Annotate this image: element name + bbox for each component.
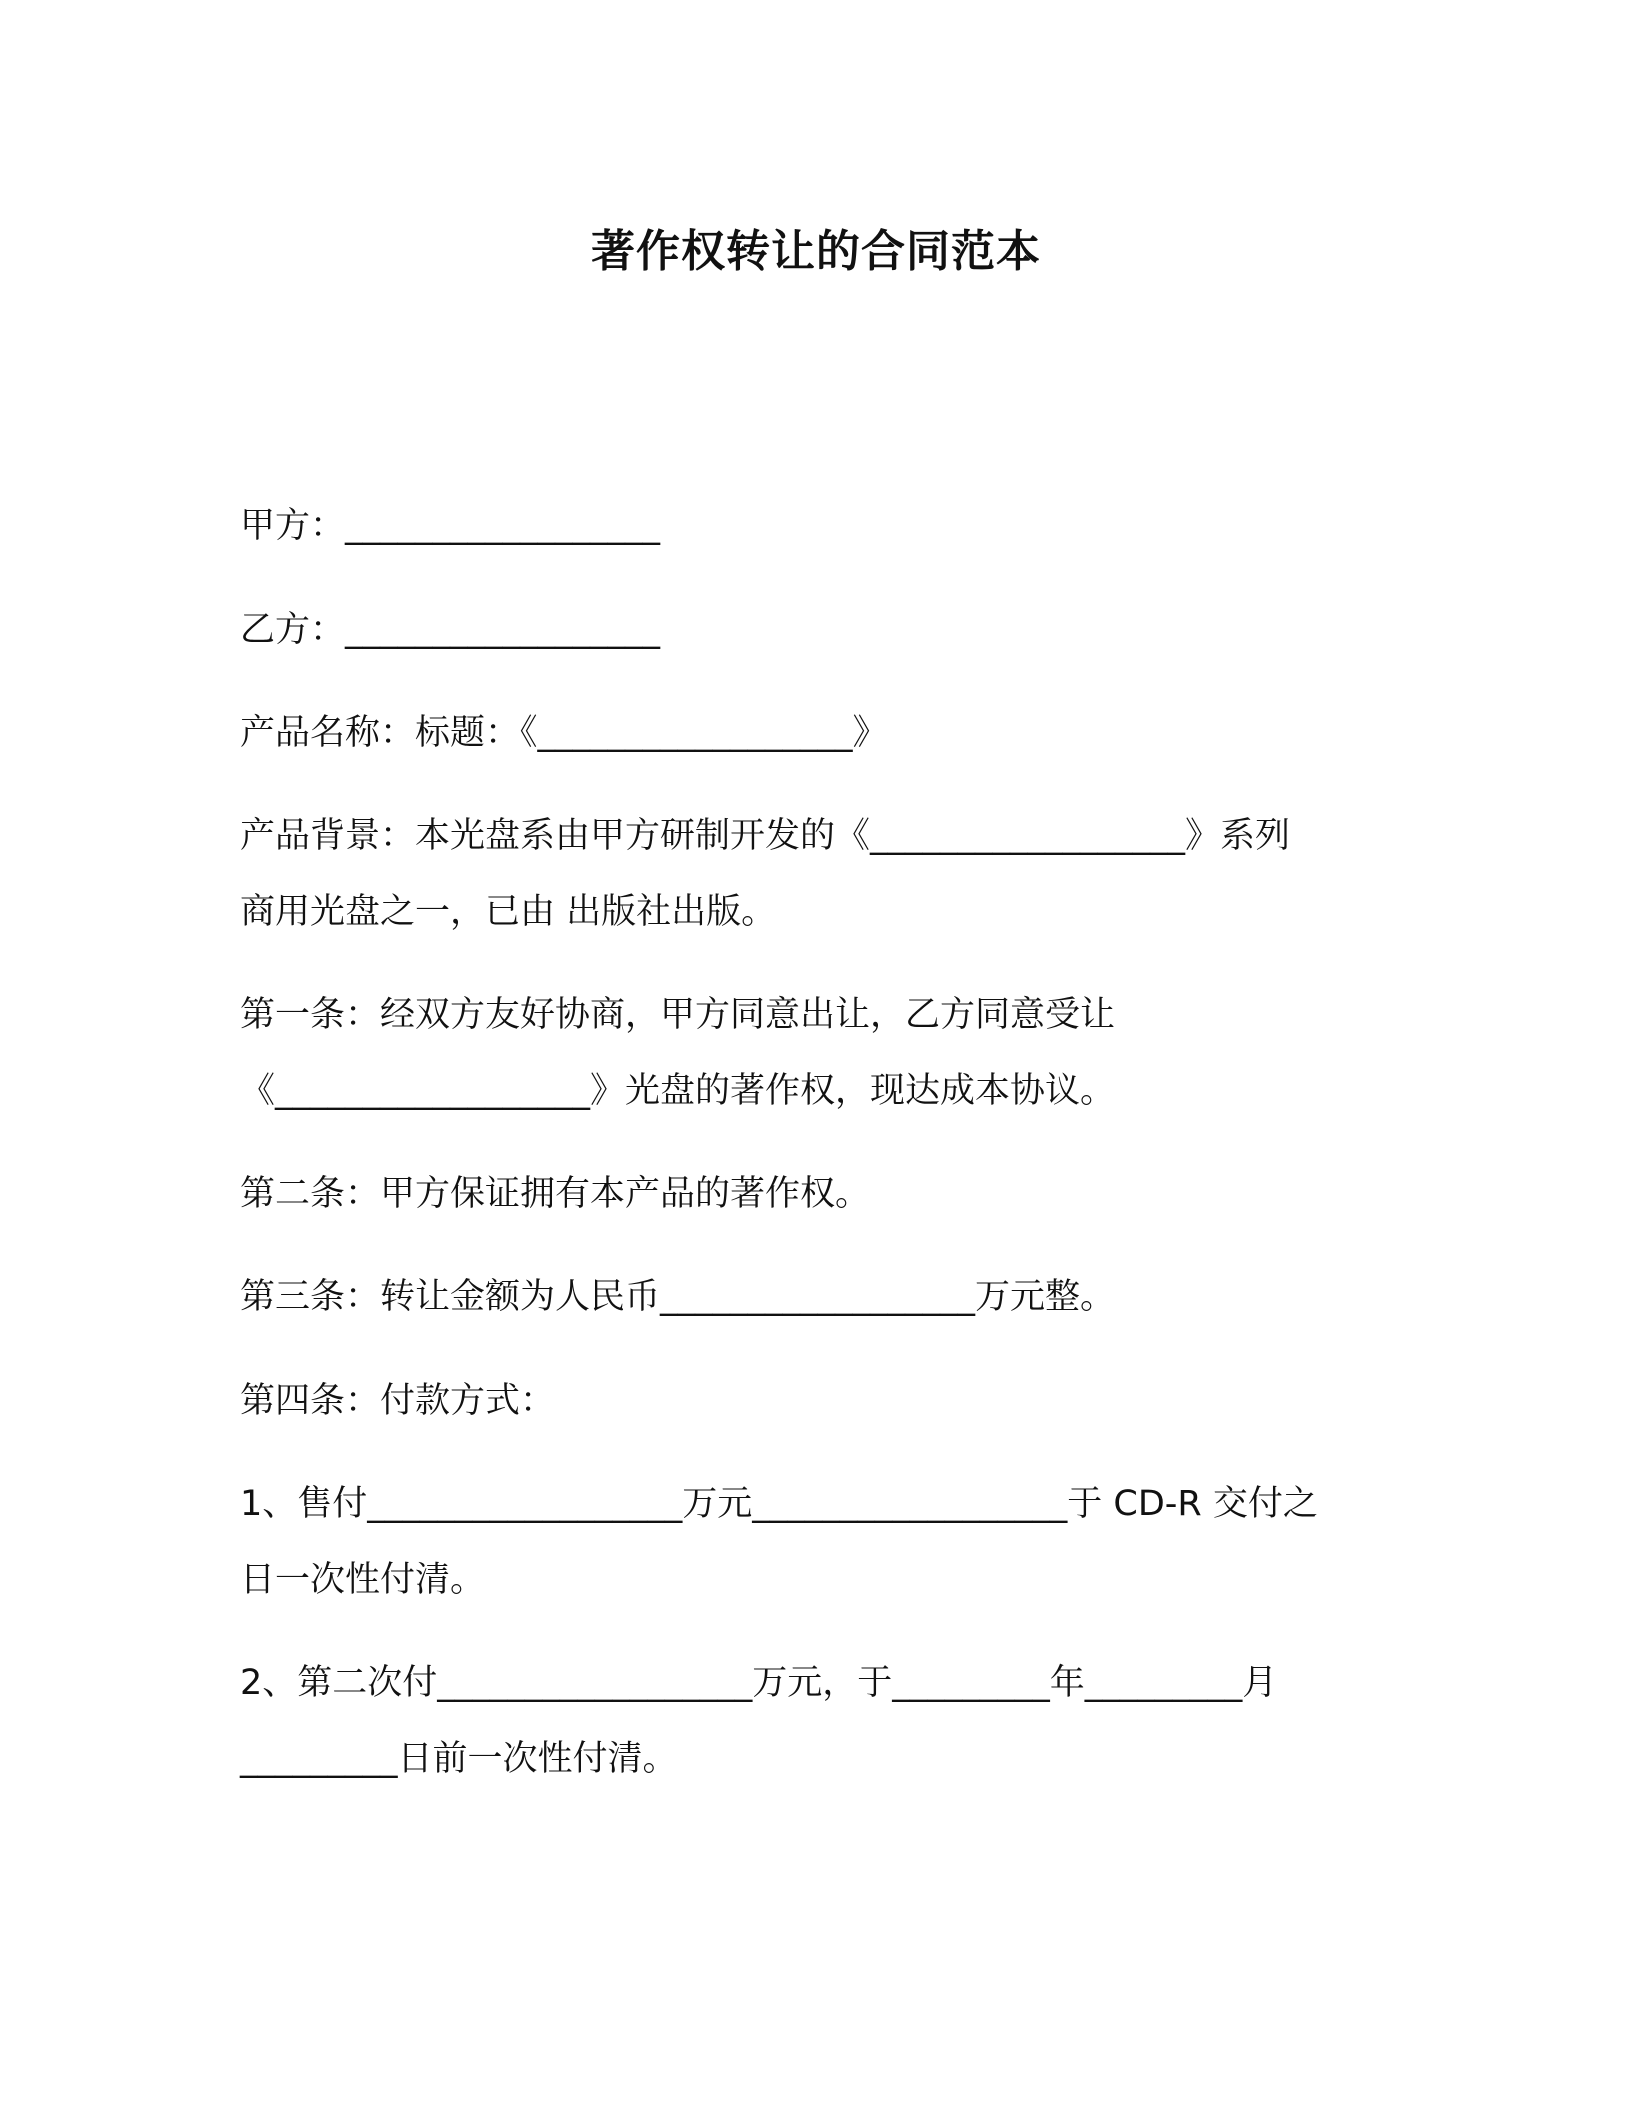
article-3-line: 第三条：转让金额为人民币__________________万元整。	[240, 1277, 1116, 1317]
payment-1-line-1: 1、售付__________________万元__________________于 CD-R 交付之	[240, 1484, 1318, 1524]
article-1-line-1: 第一条：经双方友好协商，甲方同意出让，乙方同意受让	[240, 995, 1116, 1035]
payment-1-line-2: 日一次性付清。	[240, 1560, 486, 1600]
party-b-line: 乙方：__________________	[240, 610, 661, 650]
party-a-line: 甲方：__________________	[240, 506, 661, 546]
article-1-line-2: 《__________________》光盘的著作权，现达成本协议。	[240, 1071, 1116, 1111]
product-background-line-1: 产品背景：本光盘系由甲方研制开发的《__________________》系列	[240, 816, 1291, 856]
payment-2-line-2: _________日前一次性付清。	[240, 1739, 678, 1779]
article-2-line: 第二条：甲方保证拥有本产品的著作权。	[240, 1174, 871, 1214]
product-background-line-2: 商用光盘之一，已由 出版社出版。	[240, 892, 777, 932]
payment-2-line-1: 2、第二次付__________________万元，于_________年_________月	[240, 1663, 1278, 1703]
article-4-line: 第四条：付款方式：	[240, 1381, 556, 1421]
document-title: 著作权转让的合同范本	[591, 226, 1041, 277]
product-name-line: 产品名称：标题：《__________________》	[240, 713, 888, 753]
